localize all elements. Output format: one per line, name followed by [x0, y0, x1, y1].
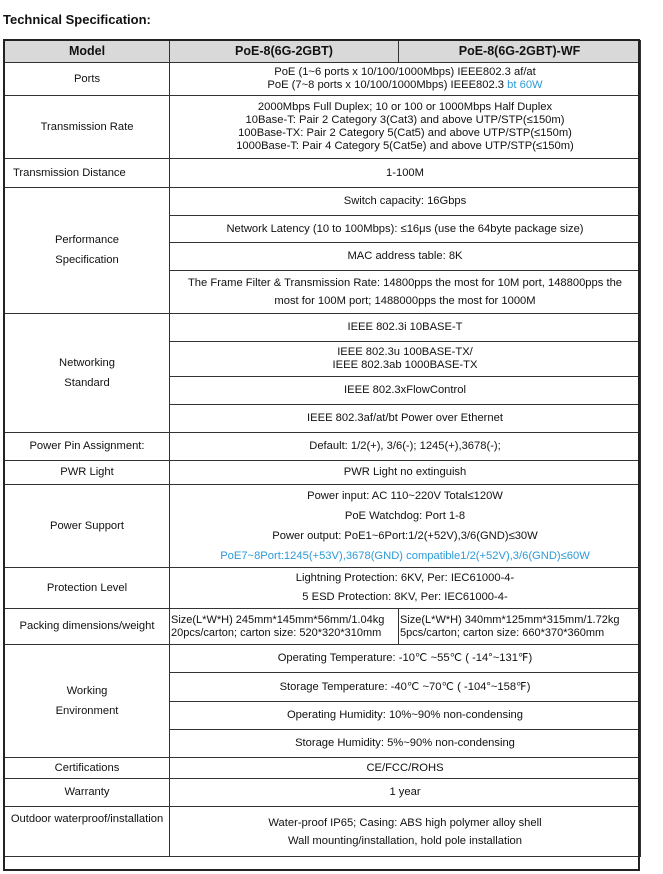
cert-value: CE/FCC/ROHS — [170, 758, 641, 779]
performance-filter: The Frame Filter & Transmission Rate: 14800pps the most for 10M port, 148800pps the most for 100M port; 1488000pps the most for 1000M — [170, 271, 641, 314]
header-col2: PoE-8(6G-2GBT)-WF — [399, 41, 641, 63]
pin-value: Default: 1/2(+), 3/6(-); 1245(+),3678(-); — [170, 433, 641, 461]
row-label-distance: Transmission Distance — [5, 159, 170, 188]
table-row — [5, 461, 641, 485]
page-title: Technical Specification: — [3, 12, 151, 27]
row-label-packing: Packing dimensions/weight — [5, 609, 170, 645]
ports-value: PoE (1~6 ports x 10/100/1000Mbps) IEEE802.3 af/at PoE (7~8 ports x 10/100/1000Mbps) IEEE802.3 bt 60W — [170, 63, 641, 96]
networking-s4: IEEE 802.3af/at/bt Power over Ethernet — [170, 405, 641, 433]
table-row — [5, 314, 641, 342]
table-row — [5, 96, 641, 159]
pwr-value: PWR Light no extinguish — [170, 461, 641, 485]
performance-capacity: Switch capacity: 16Gbps — [170, 188, 641, 216]
table-row — [5, 433, 641, 461]
table-row — [5, 188, 641, 216]
warranty-value: 1 year — [170, 779, 641, 807]
row-label-performance: Performance Specification — [5, 188, 170, 314]
env-op-hum: Operating Humidity: 10%~90% non-condensing — [170, 702, 641, 730]
env-st-temp: Storage Temperature: -40℃ ~70℃ ( -104°~158℉) — [170, 673, 641, 702]
distance-value: 1-100M — [170, 159, 641, 188]
protection-value: Lightning Protection: 6KV, Per: IEC61000-4- 5 ESD Protection: 8KV, Per: IEC61000-4- — [170, 568, 641, 609]
table-row — [5, 807, 641, 857]
row-label-environment: Working Environment — [5, 645, 170, 758]
header-col1: PoE-8(6G-2GBT) — [170, 41, 399, 63]
performance-latency: Network Latency (10 to 100Mbps): ≤16μs (use the 64byte package size) — [170, 216, 641, 243]
row-label-cert: Certifications — [5, 758, 170, 779]
table-row — [5, 568, 641, 609]
row-label-networking: Networking Standard — [5, 314, 170, 433]
outdoor-value: Water-proof IP65; Casing: ABS high polymer alloy shell Wall mounting/installation, hold pole installation — [170, 807, 641, 857]
table-row — [5, 779, 641, 807]
header-model: Model — [5, 41, 170, 63]
packing-col2: Size(L*W*H) 340mm*125mm*315mm/1.72kg 5pcs/carton; carton size: 660*370*360mm — [399, 609, 641, 645]
row-label-rate: Transmission Rate — [5, 96, 170, 159]
env-st-hum: Storage Humidity: 5%~90% non-condensing — [170, 730, 641, 758]
networking-s2: IEEE 802.3u 100BASE-TX/ IEEE 802.3ab 1000BASE-TX — [170, 342, 641, 377]
table-row — [5, 609, 641, 645]
row-label-pwr: PWR Light — [5, 461, 170, 485]
spec-table — [4, 40, 641, 857]
row-label-pin: Power Pin Assignment: — [5, 433, 170, 461]
table-row — [5, 63, 641, 96]
row-label-warranty: Warranty — [5, 779, 170, 807]
table-header-row — [5, 41, 641, 63]
row-label-ports: Ports — [5, 63, 170, 96]
networking-s3: IEEE 802.3xFlowControl — [170, 377, 641, 405]
env-op-temp: Operating Temperature: -10℃ ~55℃ ( -14°~131℉) — [170, 645, 641, 673]
packing-col1: Size(L*W*H) 245mm*145mm*56mm/1.04kg 20pcs/carton; carton size: 520*320*310mm — [170, 609, 399, 645]
power-value: Power input: AC 110~220V Total≤120W PoE Watchdog: Port 1-8 Power output: PoE1~6Port:1/2(+52V),3/6(GND)≤30W PoE7~8Port:1245(+53V),3678(GND) compatible1/2(+52V),3/6(GND)≤60W — [170, 485, 641, 568]
table-row — [5, 758, 641, 779]
networking-s1: IEEE 802.3i 10BASE-T — [170, 314, 641, 342]
row-label-protection: Protection Level — [5, 568, 170, 609]
row-label-power: Power Support — [5, 485, 170, 568]
rate-value: 2000Mbps Full Duplex; 10 or 100 or 1000Mbps Half Duplex 10Base-T: Pair 2 Category 3(Cat3) and above UTP/STP(≤150m) 100Base-TX: Pair 2 Category 5(Cat5) and above UTP/STP(≤150m) 1000Base-T: Pair 4 Category 5(Cat5e) and above UTP/STP(≤150m) — [170, 96, 641, 159]
performance-mac: MAC address table: 8K — [170, 243, 641, 271]
table-row — [5, 159, 641, 188]
table-row — [5, 645, 641, 673]
row-label-outdoor: Outdoor waterproof/installation — [5, 807, 170, 857]
table-row — [5, 485, 641, 568]
